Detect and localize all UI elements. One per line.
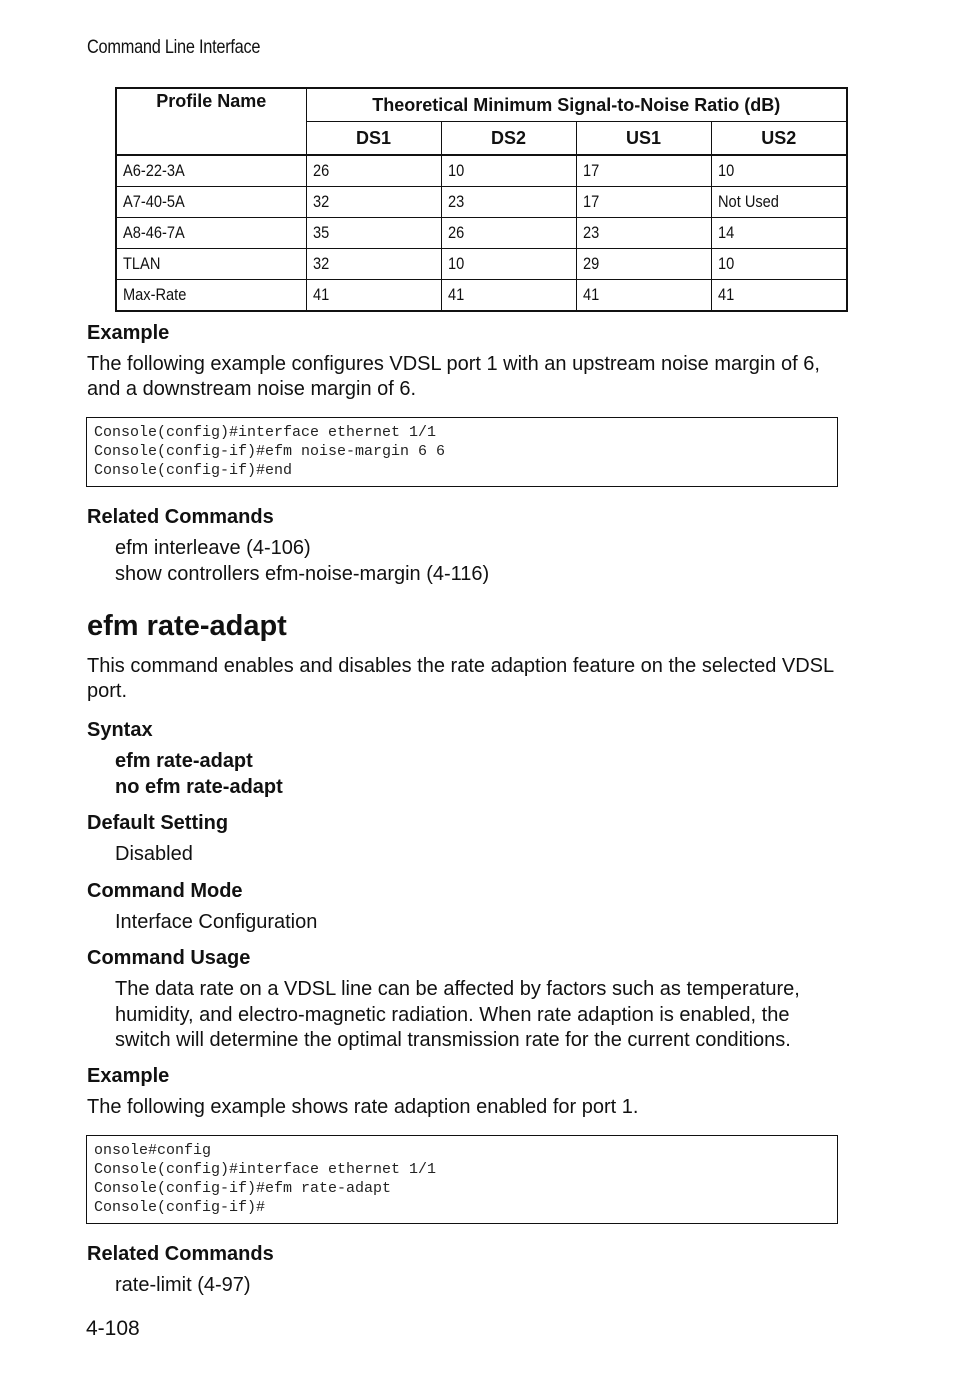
table-cell: A7-40-5A xyxy=(116,187,306,218)
related-command-link[interactable]: efm interleave (4-106) xyxy=(115,537,311,559)
command-usage-text: The data rate on a VDSL line can be affected by factors such as temperature, humidity, and electro-magnetic radiation. When rate adaption is enabled, the switch will determine the optimal transmission rate for the current conditions. xyxy=(115,978,800,1051)
table-cell: 29 xyxy=(576,249,711,280)
related-command-link[interactable]: show controllers efm-noise-margin (4-116) xyxy=(115,563,490,585)
table-cell: A8-46-7A xyxy=(116,218,306,249)
table-cell: Max-Rate xyxy=(116,280,306,312)
column-header-snr-group: Theoretical Minimum Signal-to-Noise Ratio (dB) xyxy=(306,88,847,122)
example-heading: Example xyxy=(87,322,170,344)
related-commands-heading: Related Commands xyxy=(87,506,274,528)
table-cell: 10 xyxy=(441,249,576,280)
table-cell: 23 xyxy=(576,218,711,249)
default-setting-value: Disabled xyxy=(115,843,193,865)
command-usage-heading: Command Usage xyxy=(87,947,251,969)
section-title: efm rate-adapt xyxy=(87,610,287,642)
table-cell: 10 xyxy=(441,155,576,187)
table-cell: 26 xyxy=(441,218,576,249)
table-cell: 14 xyxy=(711,218,847,249)
syntax-line: no efm rate-adapt xyxy=(115,776,283,798)
table-cell: 17 xyxy=(576,187,711,218)
table-cell: Not Used xyxy=(711,187,847,218)
table-cell: A6-22-3A xyxy=(116,155,306,187)
syntax-line: efm rate-adapt xyxy=(115,750,253,772)
command-mode-heading: Command Mode xyxy=(87,880,243,902)
command-mode-value: Interface Configuration xyxy=(115,911,318,933)
table-row xyxy=(116,155,847,187)
example-description: The following example shows rate adaption enabled for port 1. xyxy=(87,1096,639,1118)
default-setting-heading: Default Setting xyxy=(87,812,229,834)
snr-table xyxy=(115,87,848,312)
table-cell: 32 xyxy=(306,249,441,280)
table-cell: 10 xyxy=(711,155,847,187)
table-row xyxy=(116,249,847,280)
table-cell: 41 xyxy=(711,280,847,312)
table-row xyxy=(116,280,847,312)
column-header-us1: US1 xyxy=(576,122,711,156)
table-cell: 41 xyxy=(306,280,441,312)
table-cell: 41 xyxy=(441,280,576,312)
table-cell: TLAN xyxy=(116,249,306,280)
section-description: This command enables and disables the rate adaption feature on the selected VDSL port. xyxy=(87,655,834,702)
table-cell: 17 xyxy=(576,155,711,187)
running-header: Command Line Interface xyxy=(87,37,261,58)
table-cell: 41 xyxy=(576,280,711,312)
column-header-us2: US2 xyxy=(711,122,847,156)
example-heading: Example xyxy=(87,1065,170,1087)
table-cell: 23 xyxy=(441,187,576,218)
column-header-profile: Profile Name xyxy=(116,88,306,155)
syntax-heading: Syntax xyxy=(87,719,153,741)
related-commands-heading: Related Commands xyxy=(87,1243,274,1265)
table-cell: 10 xyxy=(711,249,847,280)
table-cell: 32 xyxy=(306,187,441,218)
related-command-link[interactable]: rate-limit (4-97) xyxy=(115,1274,251,1296)
code-block: Console(config)#interface ethernet 1/1 Console(config-if)#efm noise-margin 6 6 Console(config-if)#end xyxy=(86,417,838,487)
table-cell: 26 xyxy=(306,155,441,187)
code-block: onsole#config Console(config)#interface ethernet 1/1 Console(config-if)#efm rate-adapt Console(config-if)# xyxy=(86,1135,838,1224)
column-header-ds1: DS1 xyxy=(306,122,441,156)
page-number: 4-108 xyxy=(86,1317,140,1340)
column-header-ds2: DS2 xyxy=(441,122,576,156)
table-row xyxy=(116,218,847,249)
example-description: The following example configures VDSL port 1 with an upstream noise margin of 6, and a downstream noise margin of 6. xyxy=(87,353,820,400)
table-cell: 35 xyxy=(306,218,441,249)
table-row xyxy=(116,187,847,218)
